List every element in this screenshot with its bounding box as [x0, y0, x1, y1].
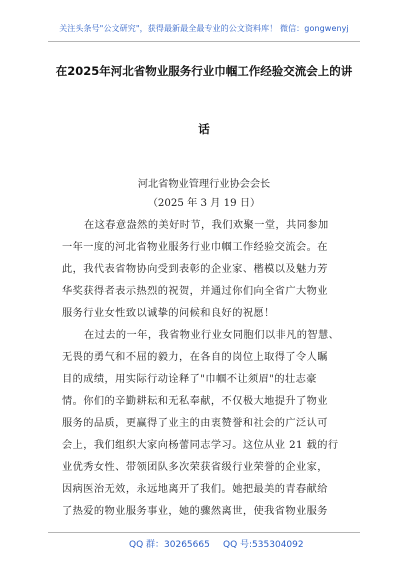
body-line: 华奖获得者表示热烈的祝贺，并通过你们向全省广大物业 — [62, 286, 328, 297]
body-line: 业优秀女性、带领团队多次荣获省级行业荣誉的企业家， — [62, 462, 328, 473]
footer-divider — [48, 532, 360, 533]
header-divider — [48, 41, 360, 42]
body-line: 了热爱的物业服务事业，她的骤然离世，使我省物业服务 — [62, 506, 328, 517]
body-line: 会上，我们组织大家向杨蕾同志学习。这位从业 21 载的行 — [62, 440, 339, 451]
body-line: 因病医治无效，永远地离开了我们。她把最美的青春献给 — [62, 484, 328, 495]
footer-qq-number: QQ 号:535304092 — [223, 540, 304, 550]
body-line: 无畏的勇气和不屈的毅力，在各自的岗位上取得了令人瞩 — [62, 352, 328, 363]
body-line: 情。你们的辛勤耕耘和无私奉献，不仅极大地提升了物业 — [62, 396, 328, 407]
document-title-line-1: 在2025年河北省物业服务行业巾帼工作经验交流会上的讲 — [55, 64, 353, 78]
speaker-title: 河北省物业管理行业协会会长 — [137, 179, 271, 190]
document-title-line-2: 话 — [198, 122, 210, 136]
body-line: 服务行业女性致以诚挚的问候和良好的祝愿！ — [62, 308, 275, 319]
body-line: 服务的品质，更赢得了业主的由衷赞誉和社会的广泛认可 — [62, 418, 328, 429]
body-line: 目的成绩，用实际行动诠释了"巾帼不让须眉"的壮志豪 — [62, 374, 317, 385]
header-note: 关注头条号"公文研究"，获得最新最全最专业的公文资料库！ 微信：gongwenyj — [59, 24, 349, 33]
body-line: 在这春意盎然的美好时节，我们欢聚一堂，共同参加 — [84, 220, 329, 231]
footer-qq-group: QQ 群：30265665 — [129, 540, 210, 550]
body-line: 在过去的一年，我省物业行业女同胞们以非凡的智慧、 — [84, 330, 340, 341]
body-line: 此，我代表省物协向受到表彰的企业家、楷模以及魅力芳 — [62, 264, 328, 275]
speech-date: （2025 年 3 月 19 日） — [147, 198, 261, 209]
body-line: 一年一度的河北省物业服务行业巾帼工作经验交流会。在 — [62, 242, 328, 253]
